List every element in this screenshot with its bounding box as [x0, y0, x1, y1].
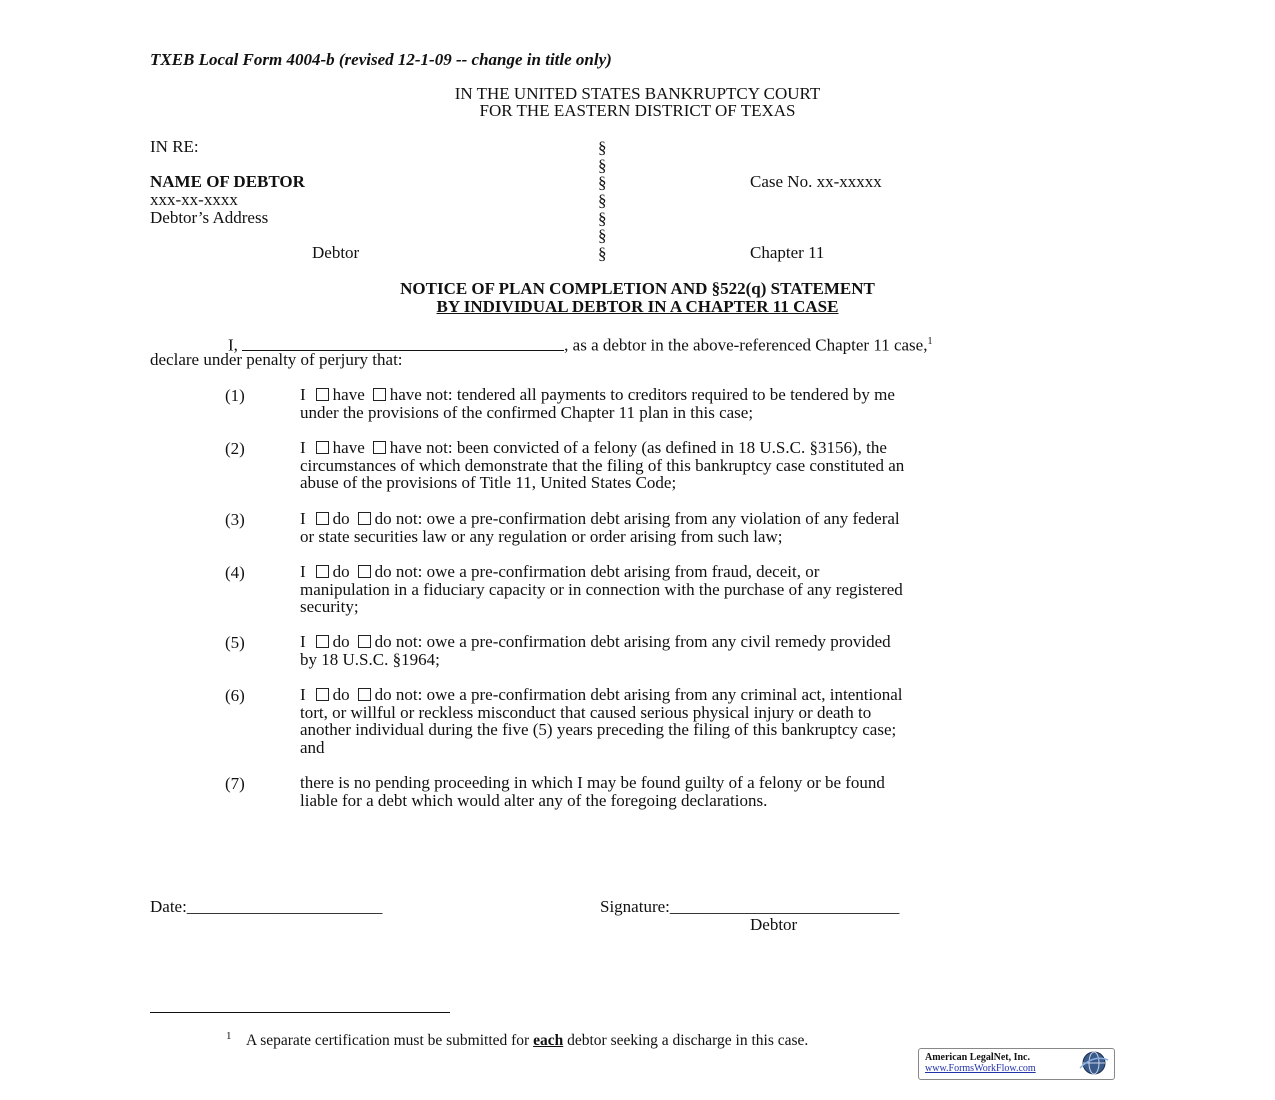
- signature-blank[interactable]: ___________________________: [669, 897, 900, 916]
- option-checkbox[interactable]: [358, 565, 371, 578]
- item-first-line: [300, 386, 895, 404]
- intro-prefix: I,: [228, 335, 238, 355]
- debtor-name: NAME OF DEBTOR: [150, 172, 305, 191]
- item-text: owe a pre-confirmation debt arising from any criminal act, intentional: [422, 685, 903, 704]
- footnote-mark: 1: [226, 1030, 232, 1042]
- item-number: (5): [225, 633, 245, 652]
- item-lead: I: [300, 685, 306, 704]
- section-symbol: §: [598, 244, 607, 263]
- item-number: (1): [225, 386, 245, 405]
- debtor-role-label: Debtor: [312, 243, 360, 262]
- debtor-ssn: xxx-xx-xxxx: [150, 190, 238, 209]
- item-number: (6): [225, 686, 245, 705]
- item-text: tendered all payments to creditors required to be tendered by me: [452, 385, 895, 404]
- item-continuation-line: or state securities law or any regulation or order arising from such law;: [300, 526, 783, 546]
- item-first-line: [300, 686, 902, 704]
- item-continuation-line: tort, or willful or reckless misconduct that caused serious physical injury or death to: [300, 702, 872, 722]
- section-symbol: §: [598, 173, 607, 192]
- publisher-name: American LegalNet, Inc.: [925, 1052, 1030, 1063]
- option-checkbox[interactable]: [373, 388, 386, 401]
- chapter-label: Chapter 11: [750, 243, 825, 262]
- option-label: have not:: [389, 385, 453, 404]
- signature-label: Signature:: [600, 897, 670, 916]
- item-lead: I: [300, 562, 306, 581]
- option-checkbox[interactable]: [373, 441, 386, 454]
- option-checkbox[interactable]: [316, 388, 329, 401]
- item-first-line: [300, 510, 900, 528]
- item-lead: I: [300, 509, 306, 528]
- date-field: [150, 898, 382, 916]
- document-title-line2: BY INDIVIDUAL DEBTOR IN A CHAPTER 11 CASE: [436, 297, 839, 316]
- option-checkbox[interactable]: [316, 688, 329, 701]
- item-text: owe a pre-confirmation debt arising from fraud, deceit, or: [422, 562, 820, 581]
- section-symbol: §: [598, 226, 607, 245]
- option-checkbox[interactable]: [316, 441, 329, 454]
- option-label: do not:: [374, 685, 423, 704]
- option-checkbox[interactable]: [316, 512, 329, 525]
- item-text: owe a pre-confirmation debt arising from any civil remedy provided: [422, 632, 891, 651]
- globe-icon: [1078, 1050, 1110, 1076]
- court-name-line2: FOR THE EASTERN DISTRICT OF TEXAS: [479, 101, 796, 120]
- item-continuation-line: under the provisions of the confirmed Chapter 11 plan in this case;: [300, 402, 754, 422]
- form-header: TXEB Local Form 4004-b (revised 12-1-09 -- change in title only): [150, 50, 612, 69]
- option-label: have: [332, 438, 365, 457]
- debtor-name-blank[interactable]: [242, 336, 564, 351]
- footnote-divider: [150, 1012, 450, 1013]
- signature-debtor-label: Debtor: [750, 915, 798, 934]
- item-continuation-line: abuse of the provisions of Title 11, United States Code;: [300, 473, 677, 493]
- option-label: do not:: [374, 562, 423, 581]
- item-number: (3): [225, 510, 245, 529]
- item-continuation-line: by 18 U.S.C. §1964;: [300, 649, 440, 669]
- item-continuation-line: circumstances of which demonstrate that the filing of this bankruptcy case constituted an: [300, 455, 905, 475]
- footnote-after: debtor seeking a discharge in this case.: [563, 1032, 809, 1049]
- date-blank[interactable]: _______________________: [186, 897, 383, 916]
- option-label: do: [332, 632, 350, 651]
- option-checkbox[interactable]: [358, 635, 371, 648]
- item-lead: I: [300, 385, 306, 404]
- section-symbol: §: [598, 209, 607, 228]
- item-continuation-line: another individual during the five (5) years preceding the filing of this bankruptcy case;: [300, 720, 897, 740]
- item-lead: I: [300, 632, 306, 651]
- case-number: Case No. xx-xxxxx: [750, 172, 882, 191]
- debtor-address: Debtor’s Address: [150, 208, 269, 227]
- signature-field: [600, 898, 899, 916]
- date-label: Date:: [150, 897, 187, 916]
- item-first-line: [300, 774, 885, 792]
- item-number: (4): [225, 563, 245, 582]
- section-symbol: §: [598, 191, 607, 210]
- footnote-text: [246, 1032, 808, 1050]
- court-name-line1: IN THE UNITED STATES BANKRUPTCY COURT: [454, 84, 821, 103]
- item-lead: I: [300, 438, 306, 457]
- item-number: (2): [225, 439, 245, 458]
- intro-suffix: , as a debtor in the above-referenced Chapter 11 case,: [564, 335, 928, 355]
- item-text: been convicted of a felony (as defined in 18 U.S.C. §3156), the: [452, 438, 887, 457]
- footnote-reference[interactable]: 1: [927, 336, 933, 347]
- section-symbol: §: [598, 138, 607, 157]
- option-checkbox[interactable]: [316, 635, 329, 648]
- publisher-url[interactable]: www.FormsWorkFlow.com: [925, 1063, 1036, 1074]
- footnote-emphasis: each: [533, 1032, 564, 1049]
- item-continuation-line: manipulation in a fiduciary capacity or in connection with the purchase of any registered: [300, 579, 903, 599]
- intro-line2: declare under penalty of perjury that:: [150, 350, 403, 369]
- option-label: have: [332, 385, 365, 404]
- in-re-label: IN RE:: [150, 137, 199, 156]
- section-symbol: §: [598, 156, 607, 175]
- item-text: there is no pending proceeding in which I may be found guilty of a felony or be found: [300, 773, 885, 792]
- item-text: owe a pre-confirmation debt arising from any violation of any federal: [422, 509, 900, 528]
- item-continuation-line: security;: [300, 597, 359, 617]
- option-checkbox[interactable]: [358, 512, 371, 525]
- item-number: (7): [225, 774, 245, 793]
- item-first-line: [300, 563, 819, 581]
- option-checkbox[interactable]: [316, 565, 329, 578]
- footnote-before: A separate certification must be submitted for: [246, 1032, 534, 1049]
- item-continuation-line: liable for a debt which would alter any of the foregoing declarations.: [300, 790, 768, 810]
- option-label: do not:: [374, 632, 423, 651]
- item-continuation-line: and: [300, 737, 325, 757]
- option-label: have not:: [389, 438, 453, 457]
- item-first-line: [300, 633, 891, 651]
- option-label: do: [332, 685, 350, 704]
- option-label: do: [332, 509, 350, 528]
- option-label: do not:: [374, 509, 423, 528]
- option-checkbox[interactable]: [358, 688, 371, 701]
- item-first-line: [300, 439, 887, 457]
- document-title-line1: NOTICE OF PLAN COMPLETION AND §522(q) STATEMENT: [400, 279, 875, 298]
- option-label: do: [332, 562, 350, 581]
